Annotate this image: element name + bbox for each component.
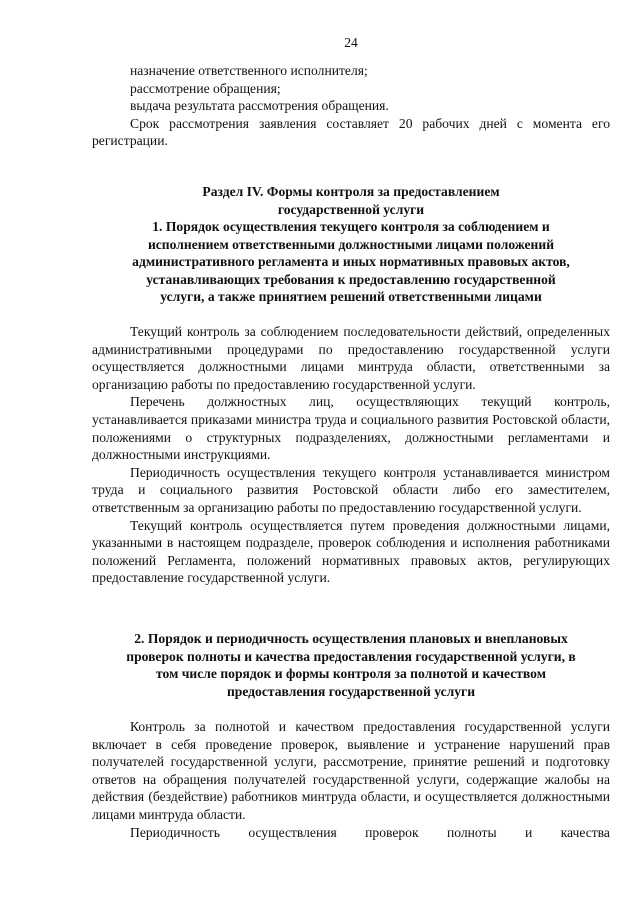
- subsection-2-body: [92, 718, 610, 841]
- list-line: назначение ответственного исполнителя;: [130, 63, 368, 78]
- word: проверок: [365, 824, 419, 840]
- subsection-2-title: [92, 630, 610, 700]
- paragraph: Текущий контроль осуществляется путем проведения должностными лицами, указанными в настоящем подразделе, проверок соблюдения и исполнения работниками положений Регламента, положений нормативных правовых актов, регулирующих предоставление государственной услуги.: [92, 517, 610, 586]
- subsection-1-body: [92, 323, 610, 587]
- section-title: [92, 183, 610, 218]
- list-line: выдача результата рассмотрения обращения.: [130, 98, 389, 114]
- section-title-line: государственной услуги: [277, 201, 425, 217]
- list-line: рассмотрение обращения;: [130, 80, 281, 96]
- trailing-line: [92, 824, 610, 842]
- word: и: [524, 824, 533, 840]
- word: полноты: [446, 824, 497, 840]
- paragraph: Контроль за полнотой и качеством предоставления государственной услуги включает в себя проведение проверок, выявление и устранение нарушений прав получателей государственной услуги, рассмотрение, принятие решений и подготовку ответов на обращения получателей государственной услуги, содержащие жалобы на действия (бездействие) работников минтруда области, и осуществляется должностными лицами минтруда области.: [92, 719, 610, 822]
- subsection-title-line: проверок полноты и качества предоставления государственной услуги, в: [126, 648, 576, 664]
- word: качества: [560, 824, 610, 840]
- word: Периодичность: [130, 824, 220, 840]
- page-number: 24: [344, 35, 358, 50]
- deadline-paragraph: Срок рассмотрения заявления составляет 20 рабочих дней с момента его регистрации.: [92, 115, 610, 149]
- top-block: [92, 62, 610, 150]
- subsection-title-line: устанавливающих требования к предоставлению государственной: [146, 271, 556, 287]
- subsection-1-title: [92, 218, 610, 306]
- section-title-line: Раздел IV. Формы контроля за предоставлением: [202, 184, 500, 199]
- subsection-title-line: 2. Порядок и периодичность осуществления плановых и внеплановых: [134, 631, 568, 646]
- paragraph: Перечень должностных лиц, осуществляющих текущий контроль, устанавливается приказами министра труда и социального развития Ростовской области, положениями о структурных подразделениях, должностными регламентами и должностными инструкциями.: [92, 394, 610, 463]
- subsection-title-line: административного регламента и иных нормативных правовых актов,: [132, 254, 570, 270]
- subsection-title-line: 1. Порядок осуществления текущего контроля за соблюдением и: [152, 219, 550, 234]
- paragraph: Текущий контроль за соблюдением последовательности действий, определенных административными процедурами по предоставлению государственной услуги осуществляется должностными лицами минтруда области, ответственными за организацию работы по предоставлению государственной услуги.: [92, 324, 610, 392]
- word: осуществления: [248, 824, 337, 840]
- subsection-title-line: исполнением ответственными должностными лицами положений: [147, 236, 555, 252]
- paragraph: Периодичность осуществления текущего контроля устанавливается министром труда и социального развития Ростовской области либо его заместителем, ответственным за организацию работы по предоставлению государственной услуги.: [92, 464, 610, 515]
- subsection-title-line: предоставления государственной услуги: [226, 683, 476, 699]
- subsection-title-line: том числе порядок и формы контроля за полнотой и качеством: [156, 666, 546, 682]
- subsection-title-line: услуги, а также принятием решений ответственными лицами: [160, 289, 542, 305]
